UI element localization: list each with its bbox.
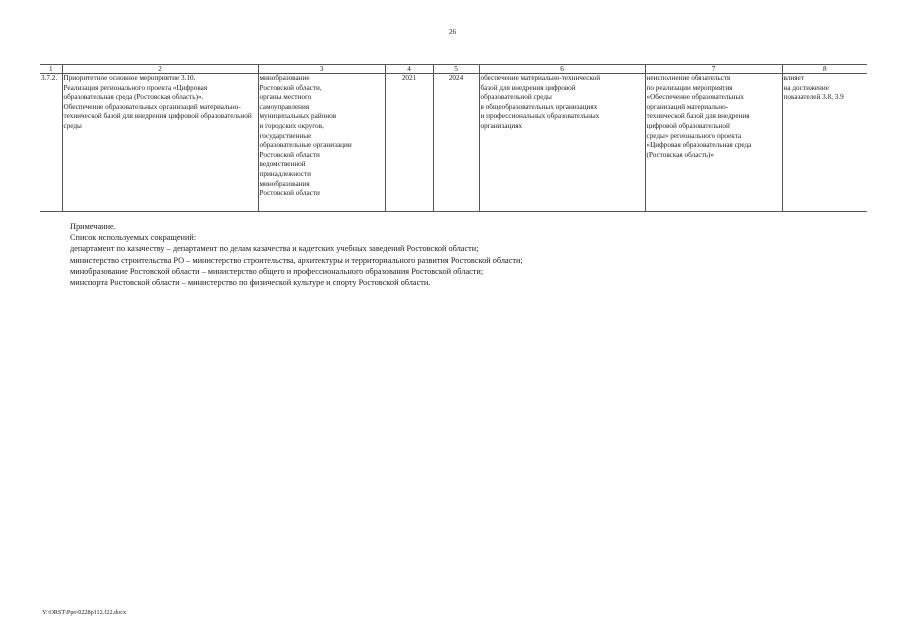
result-cell: обеспечение материально-технической базой для внедрения цифровой образовательной среды в общеобразовательных организациях и профессиональных образовательных организациях xyxy=(479,74,645,212)
start-year-cell: 2021 xyxy=(385,74,433,212)
header-cell: 1 xyxy=(40,65,62,74)
table-header-row xyxy=(40,65,867,74)
abbreviation-line: минобразование Ростовской области – министерство общего и профессионального образования Ростовской области; xyxy=(70,266,484,276)
end-year-cell: 2024 xyxy=(433,74,479,212)
measures-table xyxy=(40,64,867,212)
abbreviation-line: минспорта Ростовской области – министерство по физической культуре и спорту Ростовской области. xyxy=(70,278,431,288)
header-cell: 8 xyxy=(782,65,867,74)
consequences-cell: неисполнение обязательств по реализации мероприятия «Обеспечение образовательных организаций материально- технической базой для внедрения цифровой образовательной среды» регионального проекта «Цифровая образовательная среда (Ростовская область)» xyxy=(645,74,782,212)
header-cell: 6 xyxy=(479,65,645,74)
header-cell: 5 xyxy=(433,65,479,74)
notes-section xyxy=(70,221,870,288)
header-cell: 2 xyxy=(62,65,258,74)
file-path-footer: Y:\ORST\Ppo\0228p112.f22.docx xyxy=(42,609,127,616)
header-cell: 7 xyxy=(645,65,782,74)
abbreviation-line: департамент по казачеству – департамент по делам казачества и кадетских учебных заведений Ростовской области; xyxy=(70,244,479,254)
executors-cell: минобразование Ростовской области, органы местного самоуправления муниципальных районов и городских округов, государственные образовательные организации Ростовской области ведомственной принадлежности минобразования Ростовской области xyxy=(258,74,385,212)
notes-title: Примечание. xyxy=(70,222,116,231)
measure-cell: Приоритетное основное мероприятие 3.10. Реализация регионального проекта «Цифровая образовательная среда (Ростовская область)». Обеспечение образовательных организаций материально-технической базой для внедрения цифровой образовательной среды xyxy=(62,74,258,212)
table-row xyxy=(40,74,867,212)
impact-cell: влияет на достижение показателей 3.8, 3.9 xyxy=(782,74,867,212)
page-number: 26 xyxy=(449,28,456,36)
header-cell: 4 xyxy=(385,65,433,74)
row-number-cell: 3.7.2. xyxy=(40,74,62,212)
abbreviation-line: министерство строительства РО – министерство строительства, архитектуры и территориального развития Ростовской области; xyxy=(70,255,523,265)
header-cell: 3 xyxy=(258,65,385,74)
notes-subtitle: Список используемых сокращений: xyxy=(70,233,197,243)
